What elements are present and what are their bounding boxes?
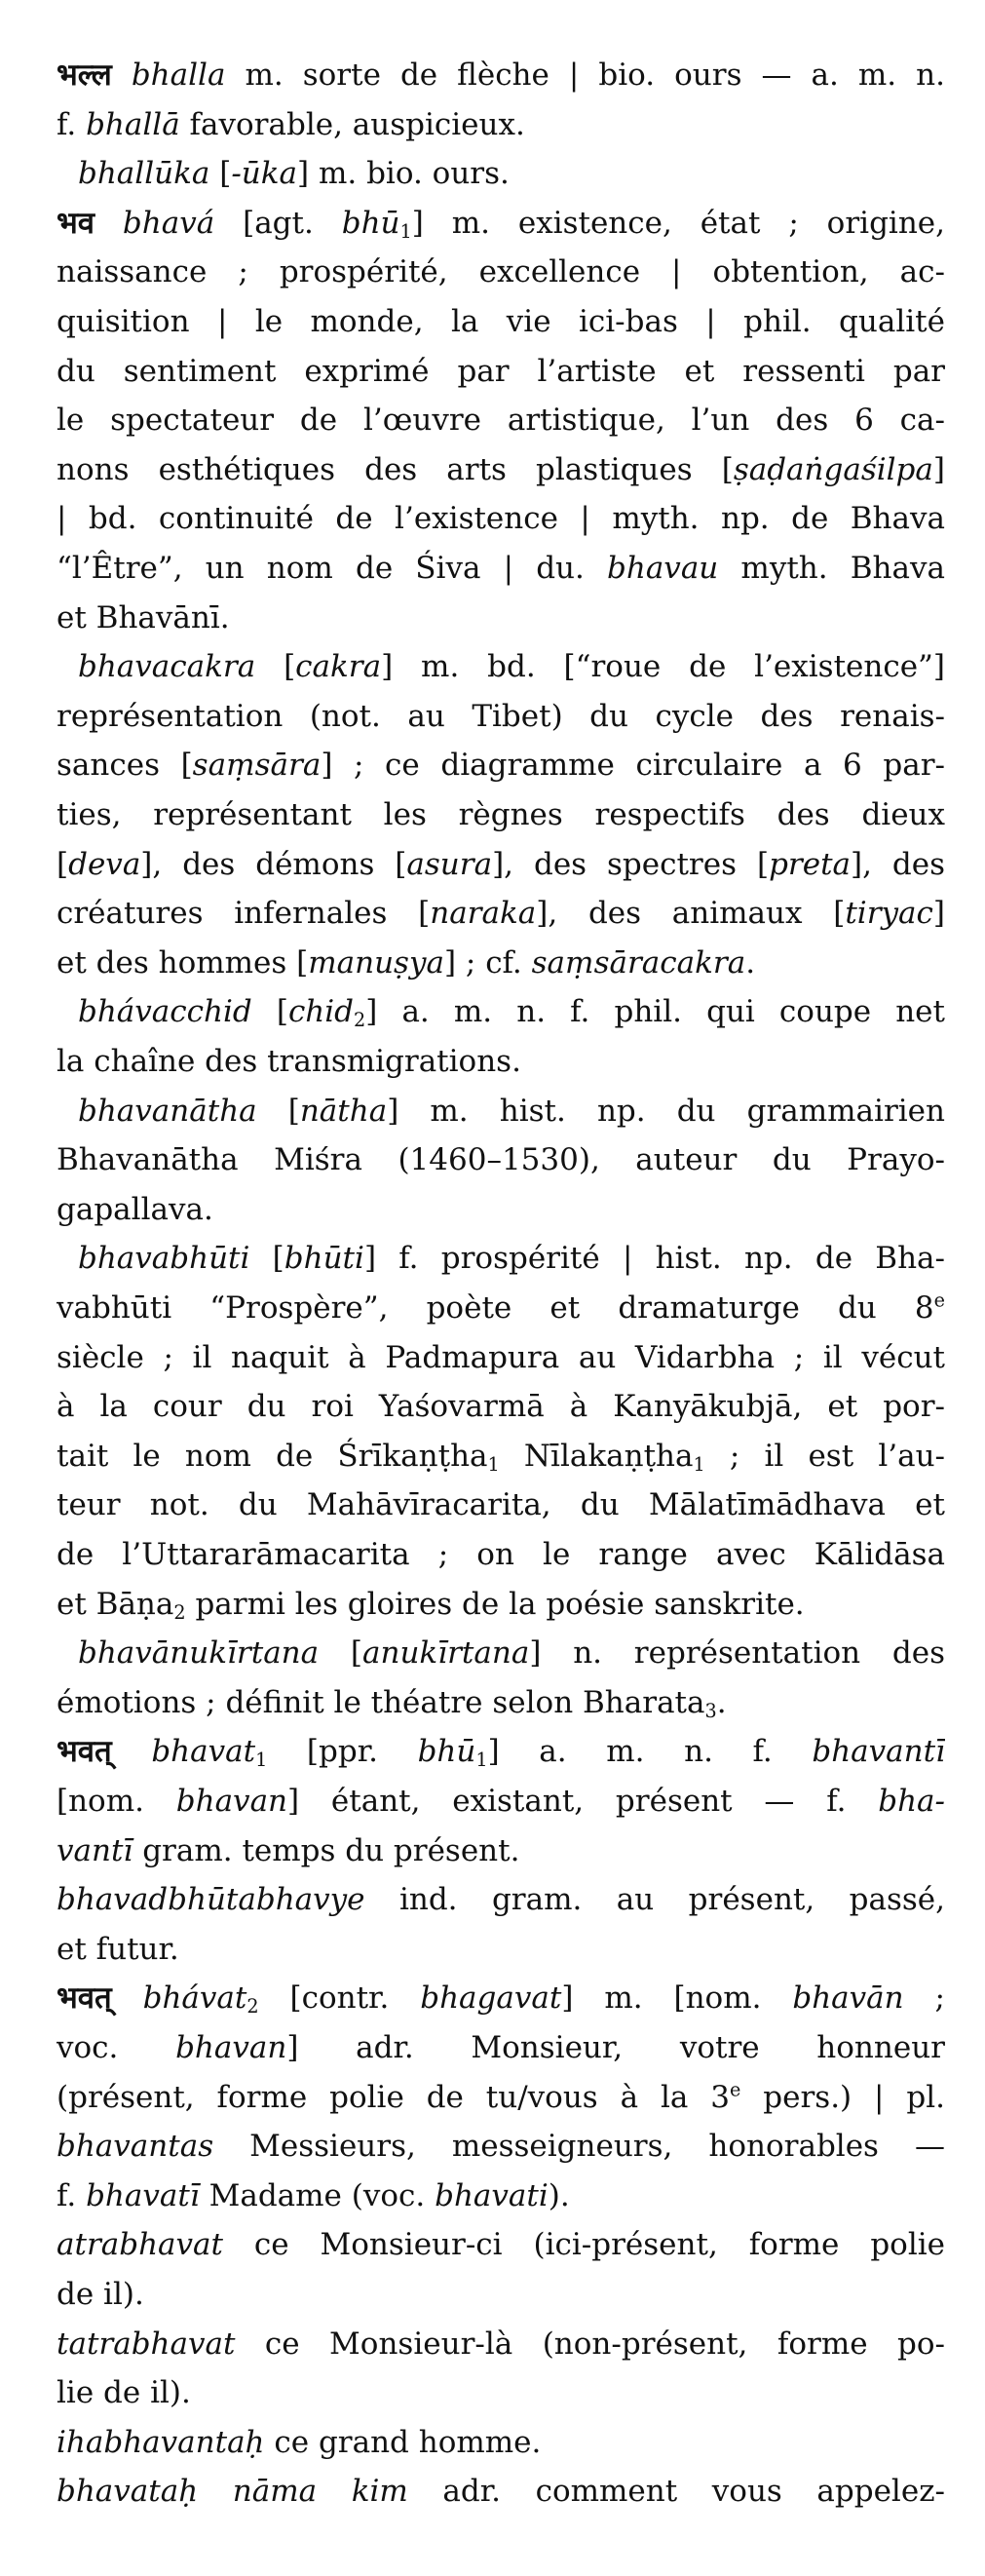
text-segment: Nīlakaṇṭha — [499, 1438, 694, 1474]
text-segment: ] m. hist. np. du grammairien — [387, 1093, 945, 1129]
text-line — [57, 692, 945, 741]
text-line — [57, 544, 945, 593]
italic-term: saṃsāra — [192, 748, 322, 784]
text-line — [57, 594, 945, 642]
text-segment: ] a. m. n. f. phil. qui coupe net — [365, 994, 945, 1030]
text-line — [57, 1974, 945, 2022]
text-line — [57, 297, 945, 346]
text-line — [57, 2368, 945, 2417]
devanagari-headword: भव — [57, 205, 95, 241]
text-segment: [contr. — [258, 1980, 421, 2017]
text-segment: [ — [57, 846, 69, 882]
text-segment: ] n. représentation des — [529, 1635, 945, 1672]
text-line — [57, 2023, 945, 2072]
text-segment — [95, 206, 123, 241]
italic-term: bhávat — [142, 1980, 247, 2017]
text-segment — [112, 1980, 143, 2016]
devanagari-headword: भल्ल — [57, 58, 112, 93]
text-segment: f. — [57, 2177, 87, 2213]
text-segment: ], des spectres [ — [492, 846, 770, 882]
text-segment: “l’Être”, un nom de Śiva | du. — [57, 551, 608, 586]
italic-term: bhavanātha — [78, 1093, 257, 1129]
text-segment: ; il est l’au- — [704, 1438, 945, 1474]
text-segment: myth. Bhava — [718, 551, 945, 586]
text-line — [57, 2418, 945, 2467]
italic-term: bhūti — [284, 1241, 364, 1277]
text-segment: gapallava. — [57, 1191, 213, 1227]
text-line — [57, 2467, 945, 2516]
text-segment: teur not. du Mahāvīracarita, du Mālatīmādhava et — [57, 1487, 945, 1523]
text-segment: ] m. bio. ours. — [297, 156, 510, 192]
italic-term: asura — [406, 846, 493, 882]
text-segment: gram. temps du présent. — [133, 1832, 520, 1868]
text-segment: et Bāṇa — [57, 1586, 174, 1622]
text-segment: sances [ — [57, 748, 193, 784]
italic-term: bhavadbhūtabhavye — [57, 1882, 365, 1918]
italic-term: -ūka — [231, 156, 298, 192]
italic-term: chid — [287, 994, 355, 1030]
text-line — [78, 1087, 945, 1135]
devanagari-headword: भवत् — [57, 1980, 112, 2017]
text-segment: ] m. bd. [“roue de l’existence”] — [381, 649, 945, 685]
italic-term: bhavan — [175, 2030, 287, 2065]
italic-term: bhavantī — [812, 1734, 945, 1770]
text-line — [57, 1135, 945, 1184]
italic-term: bhavabhūti — [78, 1241, 250, 1277]
text-segment: ce Monsieur-ci (ici-présent, forme polie — [222, 2227, 945, 2263]
text-segment: de l’Uttararāmacarita ; on le range avec Kālidāsa — [57, 1537, 945, 1572]
text-segment: Madame (voc. — [199, 2177, 436, 2213]
text-segment: 1 — [399, 219, 412, 243]
text-segment: représentation (not. au Tibet) du cycle des renais- — [57, 698, 945, 734]
text-segment: et futur. — [57, 1931, 179, 1967]
text-line — [57, 1727, 945, 1776]
text-segment: quisition | le monde, la vie ici-bas | phil. qualité — [57, 304, 945, 339]
text-segment: tait le nom de Śrīkaṇṭha — [57, 1438, 488, 1474]
italic-term: bhavataḥ nāma kim — [57, 2474, 408, 2510]
text-segment: vabhūti “Prospère”, poète et dramaturge du 8 — [57, 1290, 934, 1326]
italic-term: anukīrtana — [362, 1635, 530, 1672]
text-segment — [112, 1734, 152, 1769]
text-segment: f. — [57, 106, 87, 142]
italic-term: bhávacchid — [78, 994, 252, 1030]
text-segment: 1 — [255, 1749, 268, 1772]
text-segment: ] m. [nom. — [561, 1980, 793, 2017]
text-line — [57, 1777, 945, 1826]
text-segment: 1 — [693, 1452, 705, 1476]
italic-term: bhavat — [151, 1734, 256, 1770]
text-line — [57, 100, 945, 149]
italic-term: atrabhavat — [57, 2227, 223, 2263]
italic-term: bhavau — [607, 551, 719, 586]
text-segment: ce grand homme. — [264, 2424, 542, 2460]
text-line — [57, 199, 945, 248]
italic-term: deva — [68, 846, 141, 882]
text-segment: . — [745, 944, 756, 980]
text-segment: [agt. — [214, 205, 342, 241]
text-segment: [ — [256, 1093, 300, 1129]
italic-term: cakra — [295, 649, 382, 685]
text-line — [57, 494, 945, 543]
text-segment: . — [716, 1684, 727, 1720]
text-line — [57, 2270, 945, 2319]
text-segment: ] étant, existant, présent — f. — [287, 1784, 879, 1819]
text-segment: [nom. — [57, 1784, 176, 1819]
text-segment: ], des — [851, 846, 945, 882]
text-segment: ] ; cf. — [443, 944, 532, 980]
text-line — [78, 1234, 945, 1283]
text-line — [57, 2220, 945, 2269]
text-segment: ], des démons [ — [140, 846, 407, 882]
text-segment: ties, représentant les règnes respectifs des dieux — [57, 797, 945, 832]
text-segment: siècle ; il naquit à Padmapura au Vidarbha ; il vécut — [57, 1339, 945, 1375]
text-line — [57, 1037, 945, 1086]
text-line — [57, 1678, 945, 1727]
text-segment: à la cour du roi Yaśovarmā à Kanyākubjā, et por- — [57, 1389, 945, 1425]
text-segment: ] ; ce diagramme circulaire a 6 par- — [321, 748, 945, 784]
italic-term: nātha — [299, 1093, 388, 1129]
italic-term: bhallūka — [78, 156, 210, 192]
italic-term: bhalla — [131, 58, 226, 93]
text-segment: ], des animaux [ — [536, 896, 846, 932]
text-segment: pers.) | pl. — [740, 2079, 945, 2115]
text-line — [57, 1826, 945, 1875]
italic-term: bhavatī — [86, 2177, 200, 2213]
italic-term: vantī — [57, 1832, 133, 1868]
italic-term: bhavān — [792, 1980, 904, 2017]
italic-term: bhū — [417, 1734, 476, 1770]
text-line — [57, 939, 945, 987]
text-segment: créatures infernales [ — [57, 896, 431, 932]
text-line — [78, 987, 945, 1036]
text-line — [57, 2073, 945, 2122]
text-line — [78, 1629, 945, 1677]
italic-term: bhavacakra — [78, 649, 256, 685]
text-segment: Messieurs, messeigneurs, honorables — — [213, 2129, 945, 2165]
italic-term: bhagavat — [420, 1980, 562, 2017]
text-segment: parmi les gloires de la poésie sanskrite. — [185, 1586, 805, 1622]
text-line — [57, 2122, 945, 2171]
text-line — [57, 1432, 945, 1480]
text-line — [57, 51, 945, 99]
italic-term: bhavati — [435, 2177, 549, 2213]
text-segment: 3 — [704, 1699, 717, 1722]
text-line — [57, 248, 945, 296]
italic-term: bhavan — [175, 1784, 288, 1819]
text-segment: ind. gram. au présent, passé, — [364, 1882, 945, 1918]
text-segment: ; — [903, 1980, 945, 2017]
italic-term: naraka — [430, 896, 537, 932]
text-segment: ce Monsieur-là (non-présent, forme po- — [235, 2326, 945, 2362]
text-segment: [ppr. — [267, 1734, 418, 1770]
italic-term: bhavānukīrtana — [78, 1635, 320, 1672]
italic-term: manuṣya — [308, 944, 444, 980]
text-line — [57, 790, 945, 839]
text-segment: e — [933, 1288, 945, 1312]
text-line — [57, 1333, 945, 1382]
text-segment: 2 — [246, 1995, 259, 2019]
text-line — [57, 2320, 945, 2368]
text-line — [57, 1580, 945, 1629]
text-segment: 2 — [354, 1009, 366, 1032]
text-segment: Bhavanātha Miśra (1460–1530), auteur du Prayo- — [57, 1142, 945, 1178]
italic-term: bhavantas — [57, 2129, 214, 2165]
text-segment: ] m. existence, état ; origine, — [411, 205, 945, 241]
text-line — [57, 889, 945, 938]
italic-term: tiryac — [845, 896, 933, 932]
italic-term: bhallā — [86, 106, 180, 142]
text-segment: ] — [932, 896, 945, 932]
italic-term: bha- — [878, 1784, 945, 1819]
text-segment: et des hommes [ — [57, 944, 309, 980]
text-segment: naissance ; prospérité, excellence | obtention, ac- — [57, 254, 945, 290]
text-segment: voc. — [57, 2030, 176, 2065]
text-line — [57, 1185, 945, 1234]
text-segment: | bd. continuité de l’existence | myth. np. de Bhava — [57, 501, 945, 537]
text-line — [57, 347, 945, 396]
text-segment: 1 — [487, 1452, 500, 1476]
text-line — [57, 445, 945, 494]
text-segment: de il). — [57, 2277, 144, 2312]
devanagari-headword: भवत् — [57, 1734, 112, 1770]
text-line — [57, 1382, 945, 1431]
text-line — [57, 1875, 945, 1924]
text-segment: e — [730, 2078, 741, 2101]
italic-term: ihabhavantaḥ — [57, 2424, 265, 2460]
text-segment: 2 — [173, 1600, 186, 1624]
text-segment: 1 — [475, 1749, 488, 1772]
text-segment: du sentiment exprimé par l’artiste et ressenti par — [57, 353, 945, 389]
text-segment: nons esthétiques des arts plastiques [ — [57, 451, 734, 487]
text-segment: [ — [251, 994, 288, 1030]
text-line — [57, 2172, 945, 2220]
italic-term: bhū — [341, 205, 400, 241]
text-segment: adr. comment vous appelez- — [407, 2474, 945, 2510]
text-segment: lie de il). — [57, 2375, 191, 2411]
text-segment: ] f. prospérité | hist. np. de Bha- — [363, 1241, 945, 1277]
text-line — [57, 1925, 945, 1974]
text-segment: (présent, forme polie de tu/vous à la 3 — [57, 2079, 730, 2115]
text-line — [57, 1480, 945, 1529]
text-line — [78, 642, 945, 691]
text-segment: ). — [548, 2177, 570, 2213]
text-segment: ] — [932, 451, 945, 487]
italic-term: tatrabhavat — [57, 2326, 236, 2362]
text-segment: [ — [249, 1241, 284, 1277]
text-line — [57, 396, 945, 444]
text-segment: [ — [319, 1635, 362, 1672]
text-segment: et Bhavānī. — [57, 599, 230, 635]
italic-term: saṃsāracakra — [531, 944, 746, 980]
text-line — [57, 1530, 945, 1579]
text-segment — [112, 58, 132, 93]
text-line — [57, 1284, 945, 1332]
text-segment: ] a. m. n. f. — [487, 1734, 813, 1770]
text-line — [57, 840, 945, 889]
italic-term: bhavá — [122, 205, 215, 241]
text-segment: ] adr. Monsieur, votre honneur — [286, 2030, 945, 2065]
text-segment: émotions ; définit le théatre selon Bharata — [57, 1684, 705, 1720]
italic-term: preta — [769, 846, 852, 882]
text-line — [78, 149, 945, 198]
text-segment: [ — [255, 649, 296, 685]
italic-term: ṣaḍaṅgaśilpa — [733, 451, 933, 487]
text-segment: [ — [209, 156, 232, 192]
text-segment: le spectateur de l’œuvre artistique, l’un des 6 ca- — [57, 403, 945, 439]
text-segment: m. sorte de flèche | bio. ours — a. m. n. — [225, 58, 945, 93]
text-segment: la chaîne des transmigrations. — [57, 1044, 521, 1079]
text-segment: favorable, auspicieux. — [179, 106, 525, 142]
text-line — [57, 741, 945, 789]
